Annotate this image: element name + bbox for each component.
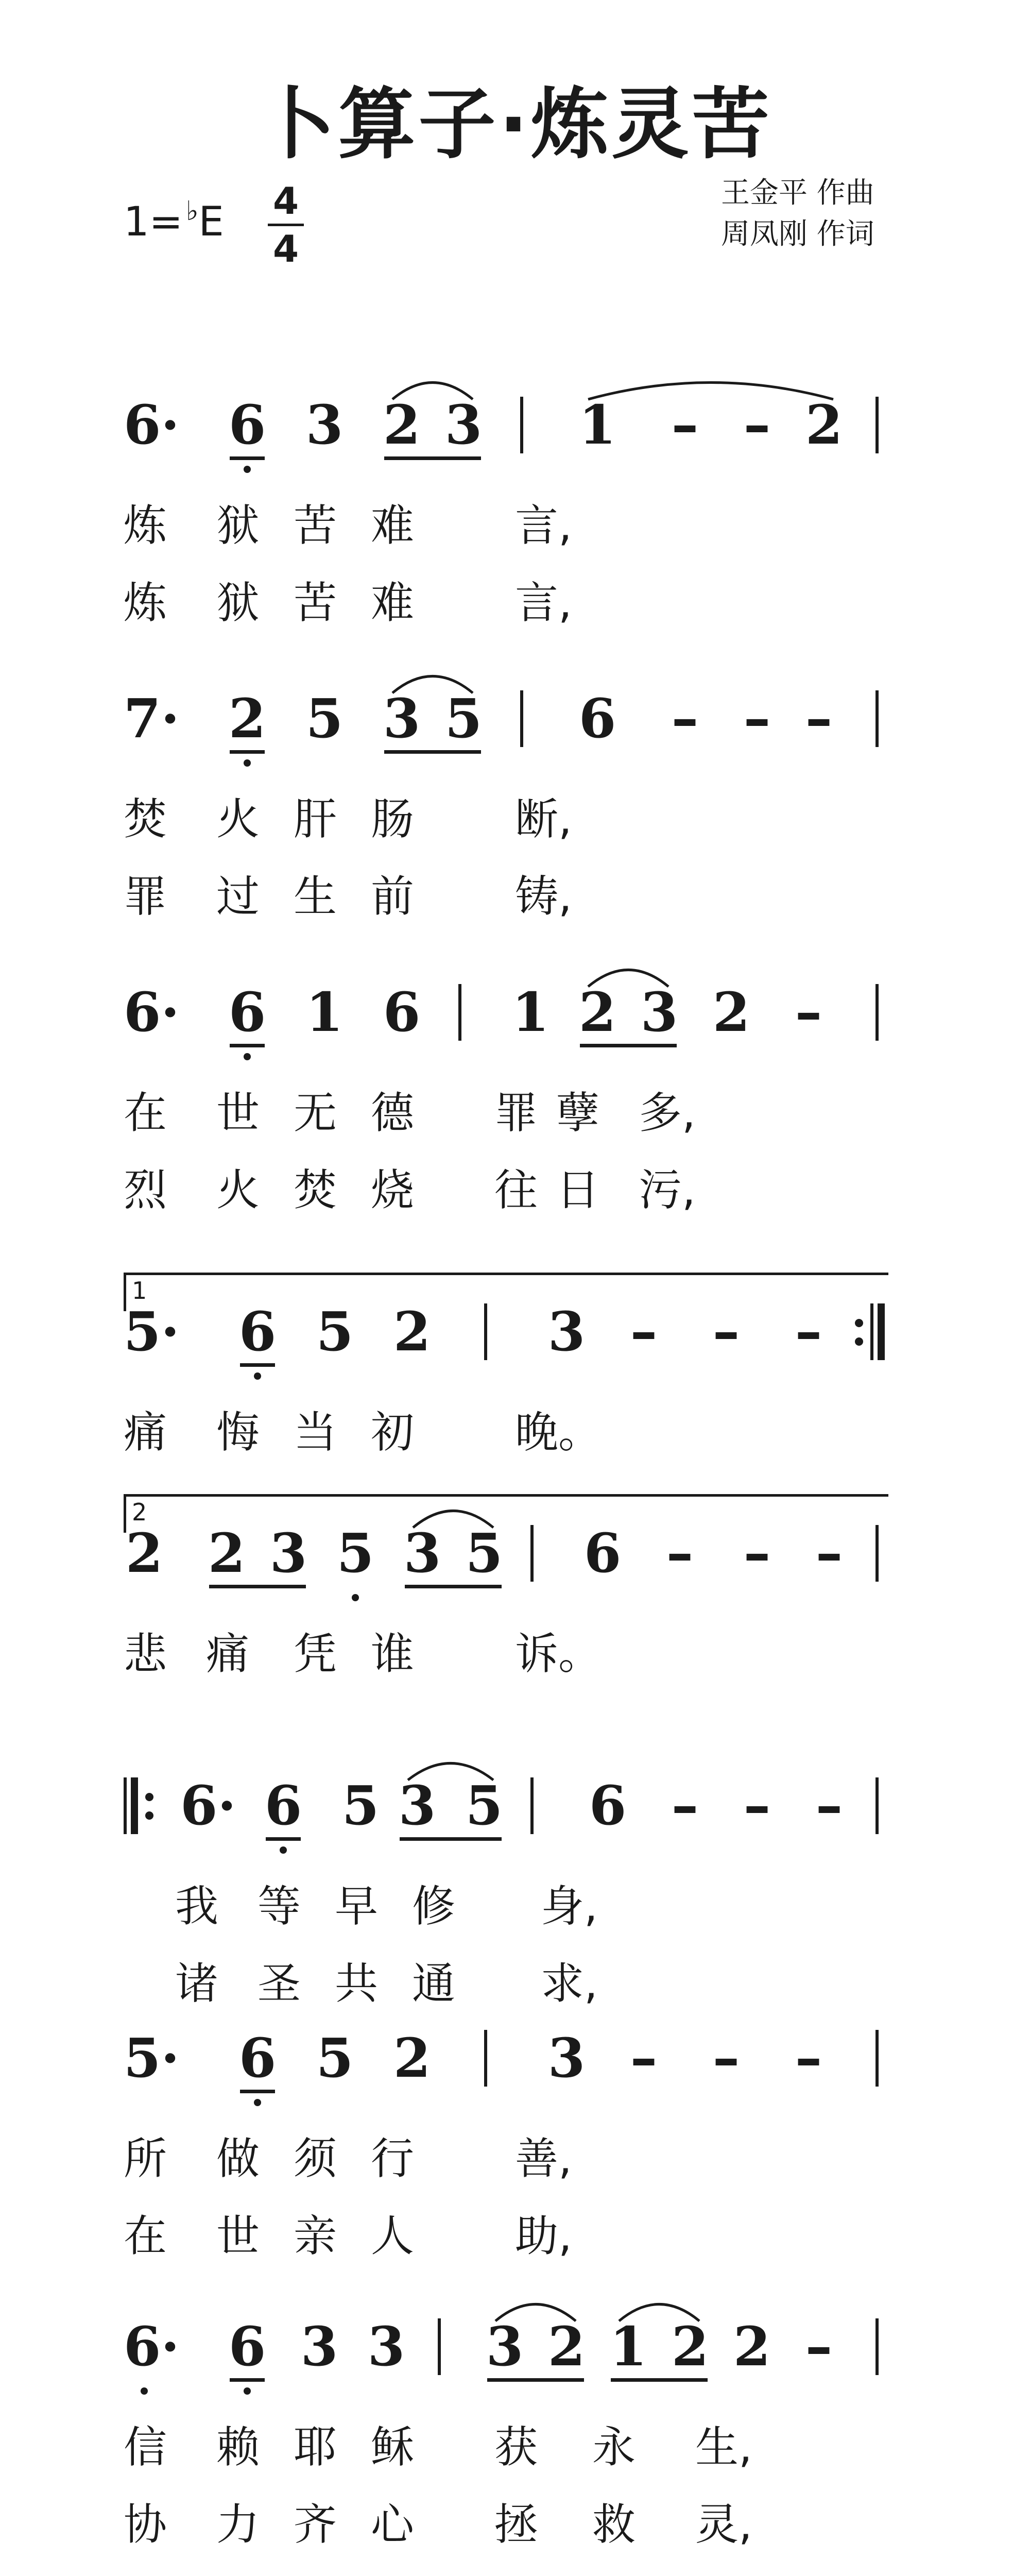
barline [876, 984, 879, 1041]
barline [876, 1777, 879, 1834]
barline [458, 984, 461, 1041]
lyricist-credit: 周凤刚 作词 [721, 217, 874, 251]
eighth-note-beam [209, 1585, 306, 1588]
lyric-char: 无 [294, 1088, 337, 1138]
lyric-char: 亲 [294, 2211, 337, 2261]
lyric-char: 焚 [124, 794, 167, 844]
note: 3 [300, 2315, 338, 2378]
note: 3 [269, 1521, 307, 1585]
barline [520, 690, 523, 747]
key-prefix: 1= [124, 199, 183, 245]
lyric-char: 须 [294, 2133, 337, 2184]
note: 5 [316, 1300, 354, 1363]
time-signature-bottom: 4 [272, 227, 299, 270]
lyric-char: 生, [695, 2422, 752, 2472]
note: 6 [238, 2026, 277, 2090]
slur-arc [407, 1752, 494, 1783]
note: 2 [547, 2315, 586, 2378]
lyric-char: 等 [258, 1881, 301, 1931]
note: 3 [403, 1521, 441, 1585]
note: 1 [305, 980, 344, 1044]
eighth-note-beam [611, 2378, 708, 2382]
lyric-char: 凭 [294, 1629, 337, 1679]
note: 6 [583, 1521, 622, 1585]
barline [876, 2030, 879, 2087]
lyric-char: 肝 [294, 794, 337, 844]
octave-dot [254, 2099, 261, 2106]
lyric-char: 铸, [515, 871, 572, 922]
note: 3 [398, 1774, 436, 1837]
note: 3 [547, 2026, 586, 2090]
eighth-note-beam [580, 1044, 677, 1047]
thick-barline [878, 1303, 885, 1360]
note: 6· [124, 393, 180, 456]
note: 6 [264, 1774, 302, 1837]
lyric-char: 做 [216, 2133, 260, 2184]
octave-dot [141, 2387, 148, 2395]
sustain-dash: – [672, 687, 698, 750]
octave-dot [254, 1372, 261, 1380]
note: 1 [609, 2315, 647, 2378]
lyric-char: 罪 [124, 871, 167, 922]
lyric-char: 言, [515, 500, 572, 551]
note: 6 [578, 687, 616, 750]
eighth-note-beam [230, 2378, 265, 2382]
note: 6 [589, 1774, 627, 1837]
lyric-char: 齐 [294, 2499, 337, 2550]
score-row [0, 393, 1030, 634]
note: 2 [733, 2315, 771, 2378]
note: 5· [124, 2026, 180, 2090]
note: 5 [465, 1521, 503, 1585]
lyric-char: 烧 [371, 1165, 415, 1215]
lyric-char: 往 [494, 1165, 538, 1215]
lyric-char: 身, [541, 1881, 598, 1931]
lyric-char: 早 [335, 1881, 379, 1931]
sustain-dash: – [744, 394, 770, 456]
note: 5· [124, 1300, 180, 1363]
lyric-char: 悲 [124, 1629, 167, 1679]
sustain-dash: – [816, 1522, 843, 1585]
thick-barline [131, 1777, 138, 1834]
lyric-char: 诉。 [515, 1629, 602, 1679]
note: 2 [208, 1521, 246, 1585]
note: 6· [124, 2315, 180, 2378]
lyric-char: 获 [494, 2422, 538, 2472]
octave-dot [280, 1846, 287, 1854]
lyric-char: 火 [216, 1165, 260, 1215]
lyric-char: 圣 [258, 1958, 301, 2009]
sustain-dash: – [630, 1300, 657, 1363]
volta-label: 2 [132, 1498, 147, 1526]
barline [876, 690, 879, 747]
lyric-char: 协 [124, 2499, 167, 2550]
volta-label: 1 [132, 1277, 147, 1304]
lyric-char: 焚 [294, 1165, 337, 1215]
note: 5 [305, 687, 344, 750]
lyric-char: 在 [124, 1088, 167, 1138]
lyric-char: 拯 [494, 2499, 538, 2550]
note: 2 [712, 980, 750, 1044]
octave-dot [352, 1594, 359, 1601]
score-row [0, 980, 1030, 1221]
lyric-char: 炼 [124, 500, 167, 551]
time-signature [268, 180, 304, 269]
sustain-dash: – [795, 981, 822, 1044]
sustain-dash: – [816, 1774, 843, 1837]
lyric-char: 烈 [124, 1165, 167, 1215]
barline [484, 1303, 487, 1360]
eighth-note-beam [400, 1837, 502, 1841]
lyric-char: 孽 [556, 1088, 600, 1138]
eighth-note-beam [230, 1044, 265, 1047]
slur-arc [412, 1499, 494, 1530]
note: 3 [383, 687, 421, 750]
lyric-char: 当 [294, 1407, 337, 1458]
eighth-note-beam [240, 1363, 275, 1367]
lyric-char: 共 [335, 1958, 379, 2009]
sustain-dash: – [795, 2027, 822, 2090]
note: 6 [228, 393, 266, 456]
sustain-dash: – [744, 687, 770, 750]
sustain-dash: – [713, 1300, 740, 1363]
barline [520, 397, 523, 453]
lyric-char: 狱 [216, 578, 260, 628]
sustain-dash: – [805, 2315, 832, 2378]
note: 5 [444, 687, 483, 750]
eighth-note-beam [384, 456, 481, 460]
sustain-dash: – [744, 1522, 770, 1585]
lyric-char: 污, [639, 1165, 696, 1215]
lyric-char: 在 [124, 2211, 167, 2261]
lyric-char: 初 [371, 1407, 415, 1458]
note: 5 [465, 1774, 503, 1837]
sustain-dash: – [795, 1300, 822, 1363]
note: 6 [228, 980, 266, 1044]
lyric-char: 永 [592, 2422, 636, 2472]
note: 7· [124, 687, 180, 750]
key-note: E [198, 199, 224, 245]
note: 2 [228, 687, 266, 750]
lyric-char: 前 [371, 871, 415, 922]
note: 1 [578, 393, 616, 456]
note: 6 [228, 2315, 266, 2378]
sustain-dash: – [672, 394, 698, 456]
lyric-char: 德 [371, 1088, 415, 1138]
note: 2 [125, 1521, 163, 1585]
score-row [0, 687, 1030, 927]
sustain-dash: – [672, 1774, 698, 1837]
octave-dot [244, 466, 251, 473]
lyric-char: 肠 [371, 794, 415, 844]
sustain-dash: – [666, 1522, 693, 1585]
eighth-note-beam [487, 2378, 584, 2382]
lyric-char: 言, [515, 578, 572, 628]
slur-arc [391, 665, 474, 696]
lyric-char: 炼 [124, 578, 167, 628]
lyric-char: 苦 [294, 578, 337, 628]
lyric-char: 难 [371, 578, 415, 628]
barline [876, 1525, 879, 1582]
lyric-char: 诸 [175, 1958, 219, 2009]
note: 5 [341, 1774, 380, 1837]
lyric-char: 谁 [371, 1629, 415, 1679]
lyric-char: 救 [592, 2499, 636, 2550]
lyric-char: 修 [412, 1881, 456, 1931]
slur-arc [391, 371, 474, 402]
composer-credit: 王金平 作曲 [721, 176, 874, 210]
score-row [0, 2026, 1030, 2267]
score-row [0, 1774, 1030, 2014]
lyric-char: 难 [371, 500, 415, 551]
repeat-dot [145, 1793, 153, 1801]
lyric-char: 过 [216, 871, 260, 922]
octave-dot [244, 1053, 251, 1060]
lyric-char: 断, [515, 794, 572, 844]
lyric-char: 我 [175, 1881, 219, 1931]
lyric-char: 所 [124, 2133, 167, 2184]
barline [530, 1525, 534, 1582]
note: 2 [393, 1300, 431, 1363]
lyric-char: 耶 [294, 2422, 337, 2472]
repeat-dot [855, 1319, 863, 1327]
note: 2 [383, 393, 421, 456]
time-signature-top: 4 [272, 179, 299, 223]
barline [484, 2030, 487, 2087]
lyric-char: 痛 [206, 1629, 250, 1679]
lyric-char: 赖 [216, 2422, 260, 2472]
note: 2 [578, 980, 616, 1044]
barline [438, 2318, 441, 2375]
lyric-char: 善, [515, 2133, 572, 2184]
lyric-char: 行 [371, 2133, 415, 2184]
lyric-char: 世 [216, 1088, 260, 1138]
eighth-note-beam [230, 750, 265, 754]
lyric-char: 人 [371, 2211, 415, 2261]
repeat-barline [124, 1777, 127, 1834]
barline [530, 1777, 534, 1834]
eighth-note-beam [384, 750, 481, 754]
key-signature [124, 196, 224, 245]
note: 3 [444, 393, 483, 456]
score-row [0, 1498, 1030, 1762]
note: 3 [486, 2315, 524, 2378]
slur-arc [494, 2293, 577, 2324]
lyric-char: 信 [124, 2422, 167, 2472]
slur-arc [587, 371, 834, 402]
eighth-note-beam [405, 1585, 502, 1588]
note: 6 [238, 1300, 277, 1363]
barline [876, 2318, 879, 2375]
note: 3 [547, 1300, 586, 1363]
lyric-char: 心 [371, 2499, 415, 2550]
note: 5 [336, 1521, 374, 1585]
note: 3 [640, 980, 678, 1044]
lyric-char: 火 [216, 794, 260, 844]
note: 2 [805, 393, 843, 456]
eighth-note-beam [266, 1837, 301, 1841]
lyric-char: 通 [412, 1958, 456, 2009]
slur-arc [587, 958, 670, 989]
note: 5 [316, 2026, 354, 2090]
note: 2 [393, 2026, 431, 2090]
eighth-note-beam [240, 2090, 275, 2093]
lyric-char: 罪 [494, 1088, 538, 1138]
repeat-dot [145, 1811, 153, 1820]
lyric-char: 稣 [371, 2422, 415, 2472]
lyric-char: 悔 [216, 1407, 260, 1458]
time-signature-line [268, 224, 304, 226]
lyric-char: 灵, [695, 2499, 752, 2550]
lyric-char: 晚。 [515, 1407, 602, 1458]
barline [876, 397, 879, 453]
note: 2 [671, 2315, 709, 2378]
repeat-dot [855, 1337, 863, 1346]
eighth-note-beam [230, 456, 265, 460]
note: 3 [305, 393, 344, 456]
lyric-char: 日 [556, 1165, 600, 1215]
lyric-char: 世 [216, 2211, 260, 2261]
repeat-barline [870, 1303, 873, 1360]
octave-dot [244, 759, 251, 767]
lyric-char: 多, [639, 1088, 696, 1138]
sustain-dash: – [805, 687, 832, 750]
note: 6· [180, 1774, 236, 1837]
lyric-char: 苦 [294, 500, 337, 551]
lyric-char: 痛 [124, 1407, 167, 1458]
sustain-dash: – [630, 2027, 657, 2090]
lyric-char: 狱 [216, 500, 260, 551]
note: 3 [367, 2315, 405, 2378]
note: 6· [124, 980, 180, 1044]
slur-arc [618, 2293, 700, 2324]
sustain-dash: – [744, 1774, 770, 1837]
note: 1 [511, 980, 550, 1044]
flat-symbol: ♭ [185, 196, 199, 227]
lyric-char: 生 [294, 871, 337, 922]
lyric-char: 求, [541, 1958, 598, 2009]
song-title: 卜算子·炼灵苦 [258, 80, 772, 170]
lyric-char: 力 [216, 2499, 260, 2550]
score-row [0, 2315, 1030, 2555]
octave-dot [244, 2387, 251, 2395]
sustain-dash: – [713, 2027, 740, 2090]
note: 6 [383, 980, 421, 1044]
lyric-char: 助, [515, 2211, 572, 2261]
